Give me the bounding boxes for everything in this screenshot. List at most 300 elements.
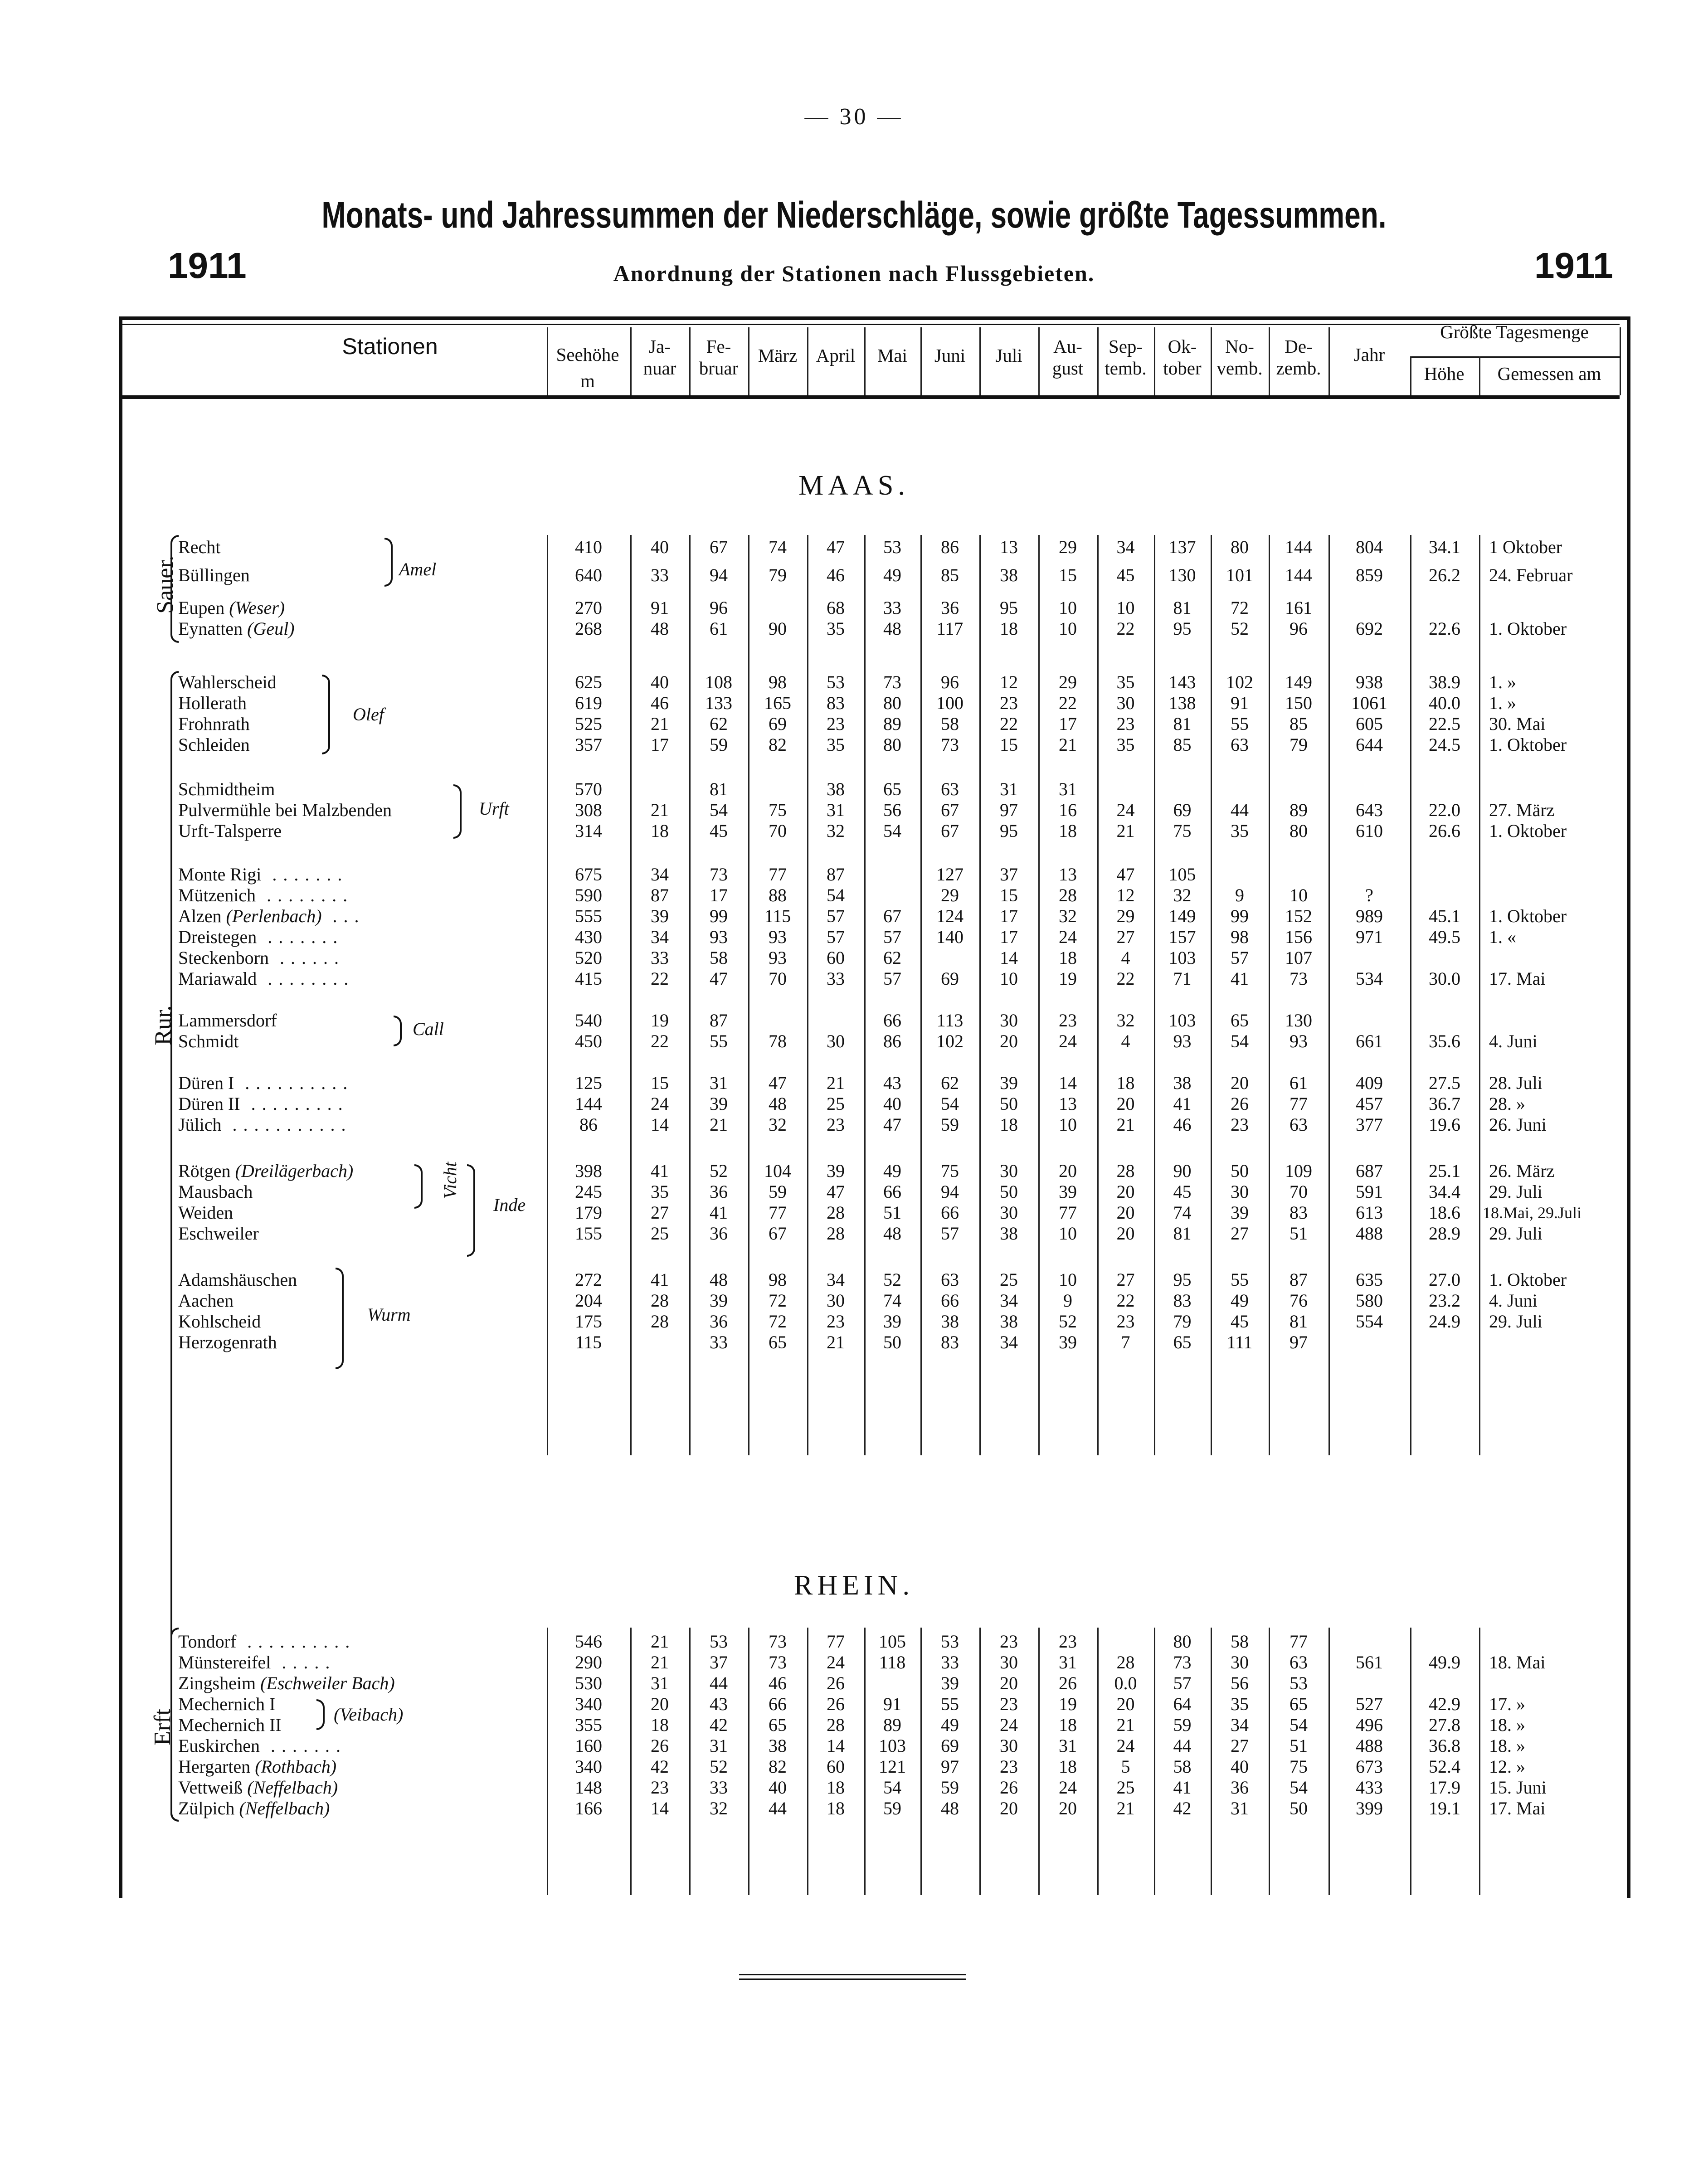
leader-dots: ..... <box>271 1652 336 1672</box>
cell-month: 15 <box>1059 565 1077 585</box>
cell-jahr: 605 <box>1356 714 1383 734</box>
station-name: Adamshäuschen <box>178 1269 297 1290</box>
brace-wurm <box>336 1268 344 1369</box>
cell-gemessen: 1. « <box>1489 927 1516 947</box>
cell-gemessen: 17. Mai <box>1489 1798 1546 1818</box>
cell-month: 67 <box>769 1223 787 1244</box>
cell-month: 81 <box>1173 714 1192 734</box>
cell-month: 156 <box>1285 927 1312 947</box>
cell-month: 25 <box>1000 1269 1018 1290</box>
cell-month: 83 <box>941 1332 959 1352</box>
cell-seehoehe: 270 <box>575 598 602 618</box>
cell-month: 77 <box>827 1631 845 1652</box>
cell-month: 35 <box>1231 1694 1249 1714</box>
cell-month: 54 <box>1290 1777 1308 1798</box>
station-name: Euskirchen ....... <box>178 1735 347 1756</box>
cell-jahr: 610 <box>1356 821 1383 841</box>
cell-hoehe: 19.1 <box>1429 1798 1460 1818</box>
cell-gemessen: 29. Juli <box>1489 1223 1543 1244</box>
header-top-rule <box>122 324 1620 325</box>
cell-month: 130 <box>1285 1010 1312 1031</box>
cell-month: 77 <box>769 1202 787 1223</box>
cell-seehoehe: 175 <box>575 1311 602 1332</box>
cell-jahr: 554 <box>1356 1311 1383 1332</box>
cell-month: 102 <box>1226 672 1253 692</box>
cell-month: 12 <box>1000 672 1018 692</box>
station-name: Kohlscheid <box>178 1311 261 1332</box>
cell-gemessen: 1. Oktober <box>1489 1269 1567 1290</box>
group-amel: Amel <box>399 559 437 579</box>
cell-month: 54 <box>827 885 845 905</box>
cell-seehoehe: 546 <box>575 1631 602 1652</box>
station-name: Eynatten (Geul) <box>178 618 295 639</box>
station-name: Eschweiler <box>178 1223 259 1244</box>
cell-month: 46 <box>769 1673 787 1693</box>
page-subtitle: Anordnung der Stationen nach Flussgebieten. <box>613 261 1095 286</box>
cell-jahr: 496 <box>1356 1715 1383 1735</box>
cell-month: 52 <box>1059 1311 1077 1332</box>
cell-jahr: 488 <box>1356 1223 1383 1244</box>
column-rule <box>979 327 981 395</box>
cell-month: 89 <box>1290 800 1308 820</box>
cell-month: 32 <box>769 1114 787 1135</box>
page-title: Monats- und Jahressummen der Niederschläge, sowie größte Tagessummen. <box>321 194 1387 236</box>
cell-month: 46 <box>827 565 845 585</box>
cell-month: 63 <box>941 779 959 799</box>
column-rule <box>689 327 691 395</box>
cell-month: 7 <box>1121 1332 1130 1352</box>
cell-hoehe: 22.0 <box>1429 800 1460 820</box>
cell-hoehe: 45.1 <box>1429 906 1460 926</box>
cell-month: 45 <box>1116 565 1135 585</box>
cell-month: 34 <box>1000 1332 1018 1352</box>
cell-hoehe: 27.0 <box>1429 1269 1460 1290</box>
cell-month: 73 <box>710 864 728 885</box>
group-olef: Olef <box>353 704 384 724</box>
cell-month: 95 <box>1000 598 1018 618</box>
cell-gemessen: 15. Juni <box>1489 1777 1547 1798</box>
station-name: Schmidt <box>178 1031 239 1051</box>
cell-gemessen: 4. Juni <box>1489 1290 1538 1311</box>
region-rur: Rur. <box>150 1005 176 1045</box>
cell-gemessen: 26. März <box>1489 1161 1555 1181</box>
cell-month: 73 <box>769 1652 787 1672</box>
cell-month: 38 <box>827 779 845 799</box>
cell-month: 81 <box>1173 1223 1192 1244</box>
cell-month: 150 <box>1285 693 1312 713</box>
cell-month: 69 <box>769 714 787 734</box>
cell-jahr: 938 <box>1356 672 1383 692</box>
cell-month: 79 <box>1173 1311 1192 1332</box>
cell-month: 58 <box>1231 1631 1249 1652</box>
header-sub-rule <box>1410 356 1620 358</box>
cell-month: 83 <box>1173 1290 1192 1311</box>
header-rule <box>122 395 1620 399</box>
cell-jahr: 488 <box>1356 1735 1383 1756</box>
cell-jahr: 644 <box>1356 734 1383 755</box>
cell-month: 66 <box>941 1202 959 1223</box>
cell-month: 23 <box>1116 714 1135 734</box>
cell-month: 15 <box>1000 885 1018 905</box>
cell-month: 21 <box>1059 734 1077 755</box>
cell-month: 77 <box>1290 1094 1308 1114</box>
cell-month: 31 <box>710 1073 728 1093</box>
cell-month: 73 <box>1290 968 1308 989</box>
cell-month: 95 <box>1173 618 1192 639</box>
cell-seehoehe: 308 <box>575 800 602 820</box>
cell-month: 82 <box>769 734 787 755</box>
cell-month: 26 <box>827 1694 845 1714</box>
cell-month: 137 <box>1168 537 1196 557</box>
cell-month: 27 <box>1231 1223 1249 1244</box>
cell-month: 109 <box>1285 1161 1312 1181</box>
cell-month: 47 <box>710 968 728 989</box>
cell-month: 95 <box>1000 821 1018 841</box>
header-month: Fe- bruar <box>699 336 739 379</box>
cell-month: 13 <box>1000 537 1018 557</box>
cell-month: 35 <box>651 1181 669 1202</box>
cell-jahr: 643 <box>1356 800 1383 820</box>
cell-month: 82 <box>769 1756 787 1777</box>
cell-month: 17 <box>1059 714 1077 734</box>
cell-month: 30 <box>1000 1735 1018 1756</box>
cell-seehoehe: 357 <box>575 734 602 755</box>
cell-month: 43 <box>883 1073 901 1093</box>
cell-month: 62 <box>883 948 901 968</box>
cell-month: 24 <box>1059 1031 1077 1051</box>
cell-month: 50 <box>1000 1181 1018 1202</box>
station-name: Mechernich II <box>178 1715 282 1735</box>
station-name: Monte Rigi ....... <box>178 864 349 885</box>
cell-month: 93 <box>710 927 728 947</box>
cell-month: 49 <box>1231 1290 1249 1311</box>
cell-month: 74 <box>769 537 787 557</box>
header-month: De- zemb. <box>1276 336 1321 379</box>
cell-hoehe: 34.4 <box>1429 1181 1460 1202</box>
column-rule <box>1479 1628 1480 1895</box>
cell-jahr: 661 <box>1356 1031 1383 1051</box>
cell-month: 29 <box>1059 537 1077 557</box>
cell-gemessen: 24. Februar <box>1489 565 1573 585</box>
station-name: Hergarten (Rothbach) <box>178 1756 337 1777</box>
cell-month: 57 <box>883 927 901 947</box>
cell-seehoehe: 86 <box>579 1114 598 1135</box>
cell-hoehe: 52.4 <box>1429 1756 1460 1777</box>
cell-month: 90 <box>1173 1161 1192 1181</box>
cell-month: 75 <box>1290 1756 1308 1777</box>
cell-month: 29 <box>1059 672 1077 692</box>
cell-month: 28 <box>1116 1652 1135 1672</box>
cell-month: 30 <box>1000 1652 1018 1672</box>
cell-month: 39 <box>1059 1181 1077 1202</box>
station-name: Lammersdorf <box>178 1010 277 1031</box>
cell-seehoehe: 268 <box>575 618 602 639</box>
cell-jahr: 989 <box>1356 906 1383 926</box>
cell-month: 127 <box>936 864 963 885</box>
cell-month: 31 <box>710 1735 728 1756</box>
cell-month: 93 <box>1290 1031 1308 1051</box>
cell-month: 31 <box>1000 779 1018 799</box>
cell-month: 28 <box>827 1715 845 1735</box>
cell-month: 16 <box>1059 800 1077 820</box>
cell-month: 40 <box>651 537 669 557</box>
cell-month: 59 <box>941 1114 959 1135</box>
cell-month: 31 <box>827 800 845 820</box>
cell-month: 18 <box>1059 821 1077 841</box>
cell-month: 31 <box>651 1673 669 1693</box>
group-inde: Inde <box>493 1195 526 1215</box>
cell-month: 79 <box>1290 734 1308 755</box>
station-name: Vettweiß (Neffelbach) <box>178 1777 338 1798</box>
cell-month: 34 <box>651 927 669 947</box>
cell-jahr: 692 <box>1356 618 1383 639</box>
cell-gemessen: 17. » <box>1489 1694 1525 1714</box>
column-rule <box>630 327 632 395</box>
cell-month: 63 <box>1290 1652 1308 1672</box>
cell-month: 20 <box>651 1694 669 1714</box>
bottom-rule-2 <box>739 1979 966 1980</box>
column-rule <box>1211 327 1212 395</box>
cell-month: 72 <box>769 1290 787 1311</box>
cell-month: 97 <box>1000 800 1018 820</box>
cell-month: 86 <box>883 1031 901 1051</box>
cell-month: 93 <box>769 927 787 947</box>
cell-month: 39 <box>883 1311 901 1332</box>
cell-month: 58 <box>1173 1756 1192 1777</box>
cell-month: 81 <box>710 779 728 799</box>
cell-month: 25 <box>651 1223 669 1244</box>
cell-month: 37 <box>710 1652 728 1672</box>
station-name: Zingsheim (Eschweiler Bach) <box>178 1673 395 1693</box>
cell-month: 65 <box>1290 1694 1308 1714</box>
cell-month: 14 <box>651 1798 669 1818</box>
cell-month: 118 <box>879 1652 906 1672</box>
group-call: Call <box>413 1019 444 1039</box>
cell-hoehe: 22.6 <box>1429 618 1460 639</box>
cell-month: 113 <box>936 1010 963 1031</box>
cell-month: 70 <box>769 821 787 841</box>
cell-hoehe: 28.9 <box>1429 1223 1460 1244</box>
leader-dots: .......... <box>236 1631 356 1652</box>
cell-month: 19 <box>1059 1694 1077 1714</box>
cell-month: 80 <box>1231 537 1249 557</box>
cell-month: 40 <box>651 672 669 692</box>
cell-jahr: 804 <box>1356 537 1383 557</box>
cell-jahr: 399 <box>1356 1798 1383 1818</box>
brace-urft <box>453 784 462 839</box>
column-rule <box>748 327 749 395</box>
cell-month: 48 <box>769 1094 787 1114</box>
cell-month: 27 <box>651 1202 669 1223</box>
cell-month: 42 <box>710 1715 728 1735</box>
column-rule <box>1410 356 1411 395</box>
cell-month: 34 <box>827 1269 845 1290</box>
cell-month: 21 <box>827 1073 845 1093</box>
station-name: Hollerath <box>178 693 247 713</box>
cell-month: 24 <box>1059 927 1077 947</box>
cell-month: 21 <box>827 1332 845 1352</box>
cell-jahr: 613 <box>1356 1202 1383 1223</box>
cell-month: 57 <box>827 927 845 947</box>
station-name: Jülich ........... <box>178 1114 352 1135</box>
cell-month: 85 <box>941 565 959 585</box>
leader-dots: .......... <box>234 1073 354 1093</box>
bottom-rule-1 <box>739 1974 966 1975</box>
cell-month: 34 <box>1000 1290 1018 1311</box>
cell-seehoehe: 415 <box>575 968 602 989</box>
header-month: März <box>758 345 798 366</box>
leader-dots: ......... <box>240 1094 349 1114</box>
cell-month: 45 <box>1231 1311 1249 1332</box>
column-rule <box>547 327 548 395</box>
cell-month: 53 <box>827 672 845 692</box>
cell-seehoehe: 398 <box>575 1161 602 1181</box>
station-name: Düren I .......... <box>178 1073 354 1093</box>
cell-seehoehe: 204 <box>575 1290 602 1311</box>
cell-month: 52 <box>883 1269 901 1290</box>
cell-month: 103 <box>879 1735 906 1756</box>
cell-gemessen: 1. » <box>1489 672 1516 692</box>
cell-month: 26 <box>1231 1094 1249 1114</box>
cell-seehoehe: 525 <box>575 714 602 734</box>
header-jahr: Jahr <box>1353 344 1385 365</box>
cell-month: 28 <box>651 1311 669 1332</box>
cell-gemessen: 12. » <box>1489 1756 1525 1777</box>
cell-month: 61 <box>1290 1073 1308 1093</box>
cell-hoehe: 25.1 <box>1429 1161 1460 1181</box>
cell-month: 76 <box>1290 1290 1308 1311</box>
cell-month: 20 <box>1116 1094 1135 1114</box>
cell-month: 29 <box>941 885 959 905</box>
cell-month: 67 <box>941 800 959 820</box>
cell-month: 41 <box>1231 968 1249 989</box>
cell-month: 83 <box>827 693 845 713</box>
cell-month: 73 <box>1173 1652 1192 1672</box>
cell-month: 93 <box>1173 1031 1192 1051</box>
cell-month: 32 <box>1059 906 1077 926</box>
cell-month: 149 <box>1285 672 1312 692</box>
cell-month: 44 <box>710 1673 728 1693</box>
cell-gemessen: 17. Mai <box>1489 968 1546 989</box>
cell-month: 27 <box>1116 927 1135 947</box>
cell-month: 18 <box>827 1777 845 1798</box>
cell-month: 50 <box>883 1332 901 1352</box>
leader-dots: ........ <box>257 968 355 989</box>
cell-month: 22 <box>1116 618 1135 639</box>
cell-month: 149 <box>1168 906 1196 926</box>
cell-month: 75 <box>1173 821 1192 841</box>
cell-month: 35 <box>1116 672 1135 692</box>
cell-month: 33 <box>651 565 669 585</box>
cell-month: 57 <box>1231 948 1249 968</box>
cell-month: 68 <box>827 598 845 618</box>
column-rule <box>864 327 866 395</box>
cell-month: 108 <box>705 672 732 692</box>
cell-month: 28 <box>1116 1161 1135 1181</box>
station-name: Düren II ......... <box>178 1094 349 1114</box>
cell-gemessen: 18. » <box>1489 1715 1525 1735</box>
cell-month: 9 <box>1063 1290 1072 1311</box>
station-name: Dreistegen ....... <box>178 927 344 947</box>
cell-month: 45 <box>1173 1181 1192 1202</box>
region-sauer: Sauer. <box>152 555 178 614</box>
cell-month: 23 <box>1000 1631 1018 1652</box>
leader-dots: ........ <box>256 885 354 905</box>
cell-month: 69 <box>1173 800 1192 820</box>
cell-hoehe: 27.5 <box>1429 1073 1460 1093</box>
section-maas: MAAS. <box>798 470 910 501</box>
cell-gemessen: 1. » <box>1489 693 1516 713</box>
cell-month: 22 <box>1116 1290 1135 1311</box>
cell-month: 20 <box>1000 1031 1018 1051</box>
leader-dots: ... <box>321 906 365 926</box>
cell-month: 93 <box>769 948 787 968</box>
cell-hoehe: 34.1 <box>1429 537 1460 557</box>
cell-month: 14 <box>827 1735 845 1756</box>
cell-month: 18 <box>1000 1114 1018 1135</box>
station-name: Zülpich (Neffelbach) <box>178 1798 330 1818</box>
cell-month: 55 <box>1231 714 1249 734</box>
cell-month: 53 <box>1290 1673 1308 1693</box>
cell-month: 66 <box>941 1290 959 1311</box>
leader-dots: ...... <box>268 948 345 968</box>
cell-seehoehe: 314 <box>575 821 602 841</box>
cell-month: 124 <box>936 906 963 926</box>
cell-month: 35 <box>827 618 845 639</box>
cell-month: 95 <box>1173 1269 1192 1290</box>
brace-erft <box>170 1628 179 1822</box>
cell-month: 23 <box>1000 1756 1018 1777</box>
cell-month: 26 <box>1000 1777 1018 1798</box>
cell-hoehe: 26.6 <box>1429 821 1460 841</box>
group-vicht: Vicht <box>440 1162 461 1199</box>
cell-month: 104 <box>764 1161 791 1181</box>
cell-month: 28 <box>651 1290 669 1311</box>
cell-jahr: 687 <box>1356 1161 1383 1181</box>
station-name: Mützenich ........ <box>178 885 354 905</box>
cell-month: 24 <box>1000 1715 1018 1735</box>
cell-month: 18 <box>1116 1073 1135 1093</box>
cell-month: 65 <box>769 1715 787 1735</box>
cell-month: 54 <box>883 821 901 841</box>
brace-call <box>394 1016 402 1046</box>
cell-month: 56 <box>883 800 901 820</box>
header-gemessen: Gemessen am <box>1497 363 1601 384</box>
cell-jahr: 580 <box>1356 1290 1383 1311</box>
station-name: Urft-Talsperre <box>178 821 282 841</box>
cell-month: 72 <box>1231 598 1249 618</box>
station-name: Mausbach <box>178 1181 253 1202</box>
cell-month: 44 <box>769 1798 787 1818</box>
cell-month: 20 <box>1116 1694 1135 1714</box>
cell-month: 34 <box>1116 537 1135 557</box>
cell-month: 55 <box>1231 1269 1249 1290</box>
cell-month: 10 <box>1059 598 1077 618</box>
cell-month: 165 <box>764 693 791 713</box>
cell-month: 161 <box>1285 598 1312 618</box>
cell-month: 99 <box>710 906 728 926</box>
cell-month: 52 <box>1231 618 1249 639</box>
cell-month: 20 <box>1231 1073 1249 1093</box>
cell-month: 50 <box>1231 1161 1249 1181</box>
cell-month: 45 <box>710 821 728 841</box>
cell-month: 111 <box>1226 1332 1253 1352</box>
station-name: Tondorf .......... <box>178 1631 356 1652</box>
cell-month: 24 <box>1116 1735 1135 1756</box>
cell-month: 10 <box>1059 1269 1077 1290</box>
cell-month: 33 <box>827 968 845 989</box>
cell-gemessen: 18. » <box>1489 1735 1525 1756</box>
